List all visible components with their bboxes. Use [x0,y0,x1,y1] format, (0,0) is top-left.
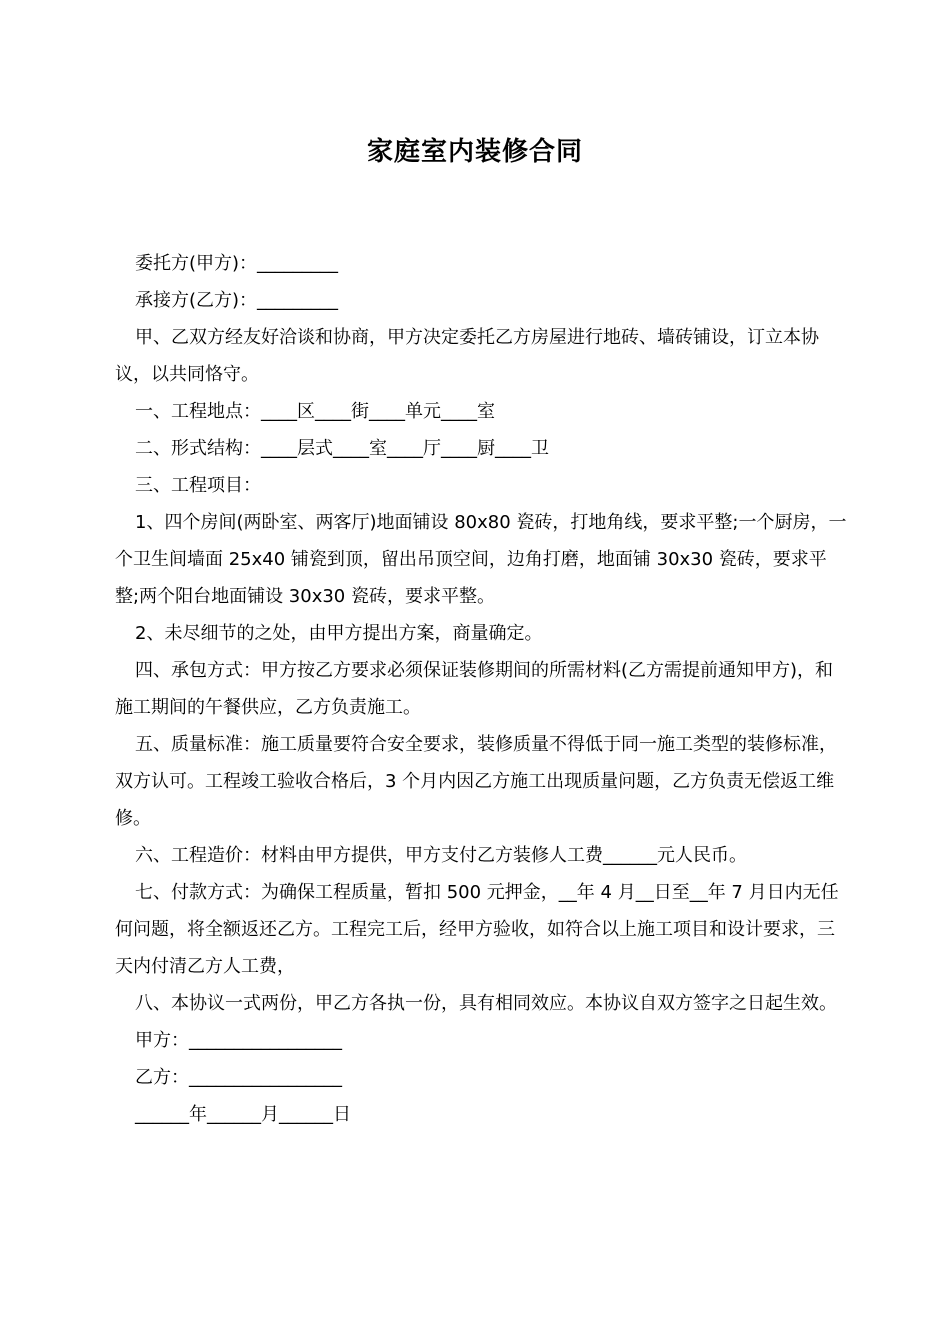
clause-item-1: 1、四个房间(两卧室、两客厅)地面铺设 80x80 瓷砖，打地角线，要求平整;一个厨房，一个卫生间墙面 25x40 铺瓷到顶，留出吊顶空间，边角打磨，地面铺 30x30 瓷砖，要求平整;两个阳台地面铺设 30x30 瓷砖，要求平整。 [115,512,847,607]
signature-party-b: 乙方：_________________ [135,1067,342,1088]
clause-item-2: 2、未尽细节的之处，由甲方提出方案，商量确定。 [135,623,543,644]
clause-copies: 八、本协议一式两份，甲乙方各执一份，具有相同效应。本协议自双方签字之日起生效。 [135,993,837,1014]
signature-party-a: 甲方：_________________ [135,1030,342,1051]
party-b-line: 承接方(乙方)：_________ [135,290,339,311]
clause-items-heading: 三、工程项目： [135,475,261,496]
clause-quality-standard: 五、质量标准：施工质量要符合安全要求，装修质量不得低于同一施工类型的装修标准，双方认可。工程竣工验收合格后，3 个月内因乙方施工出现质量问题，乙方负责无偿返工维修。 [115,734,837,829]
preamble-paragraph: 甲、乙双方经友好洽谈和协商，甲方决定委托乙方房屋进行地砖、墙砖铺设，订立本协议，以共同恪守。 [115,327,819,385]
clause-location: 一、工程地点：____区____街____单元____室 [135,401,495,422]
party-a-line: 委托方(甲方)：_________ [135,253,339,274]
clause-structure: 二、形式结构：____层式____室____厅____厨____卫 [135,438,549,459]
clause-contract-method: 四、承包方式：甲方按乙方要求必须保证装修期间的所需材料(乙方需提前通知甲方)，和施工期间的午餐供应，乙方负责施工。 [115,660,834,718]
document-body [115,245,850,1133]
clause-price: 六、工程造价：材料由甲方提供，甲方支付乙方装修人工费______元人民币。 [135,845,747,866]
signature-date: ______年______月______日 [135,1104,351,1125]
document-title: 家庭室内装修合同 [366,137,583,167]
clause-payment: 七、付款方式：为确保工程质量，暂扣 500 元押金，__年 4 月__日至__年 7 月日内无任何问题，将全额返还乙方。工程完工后，经甲方验收，如符合以上施工项目和设计要求，三天内付清乙方人工费， [115,882,839,977]
